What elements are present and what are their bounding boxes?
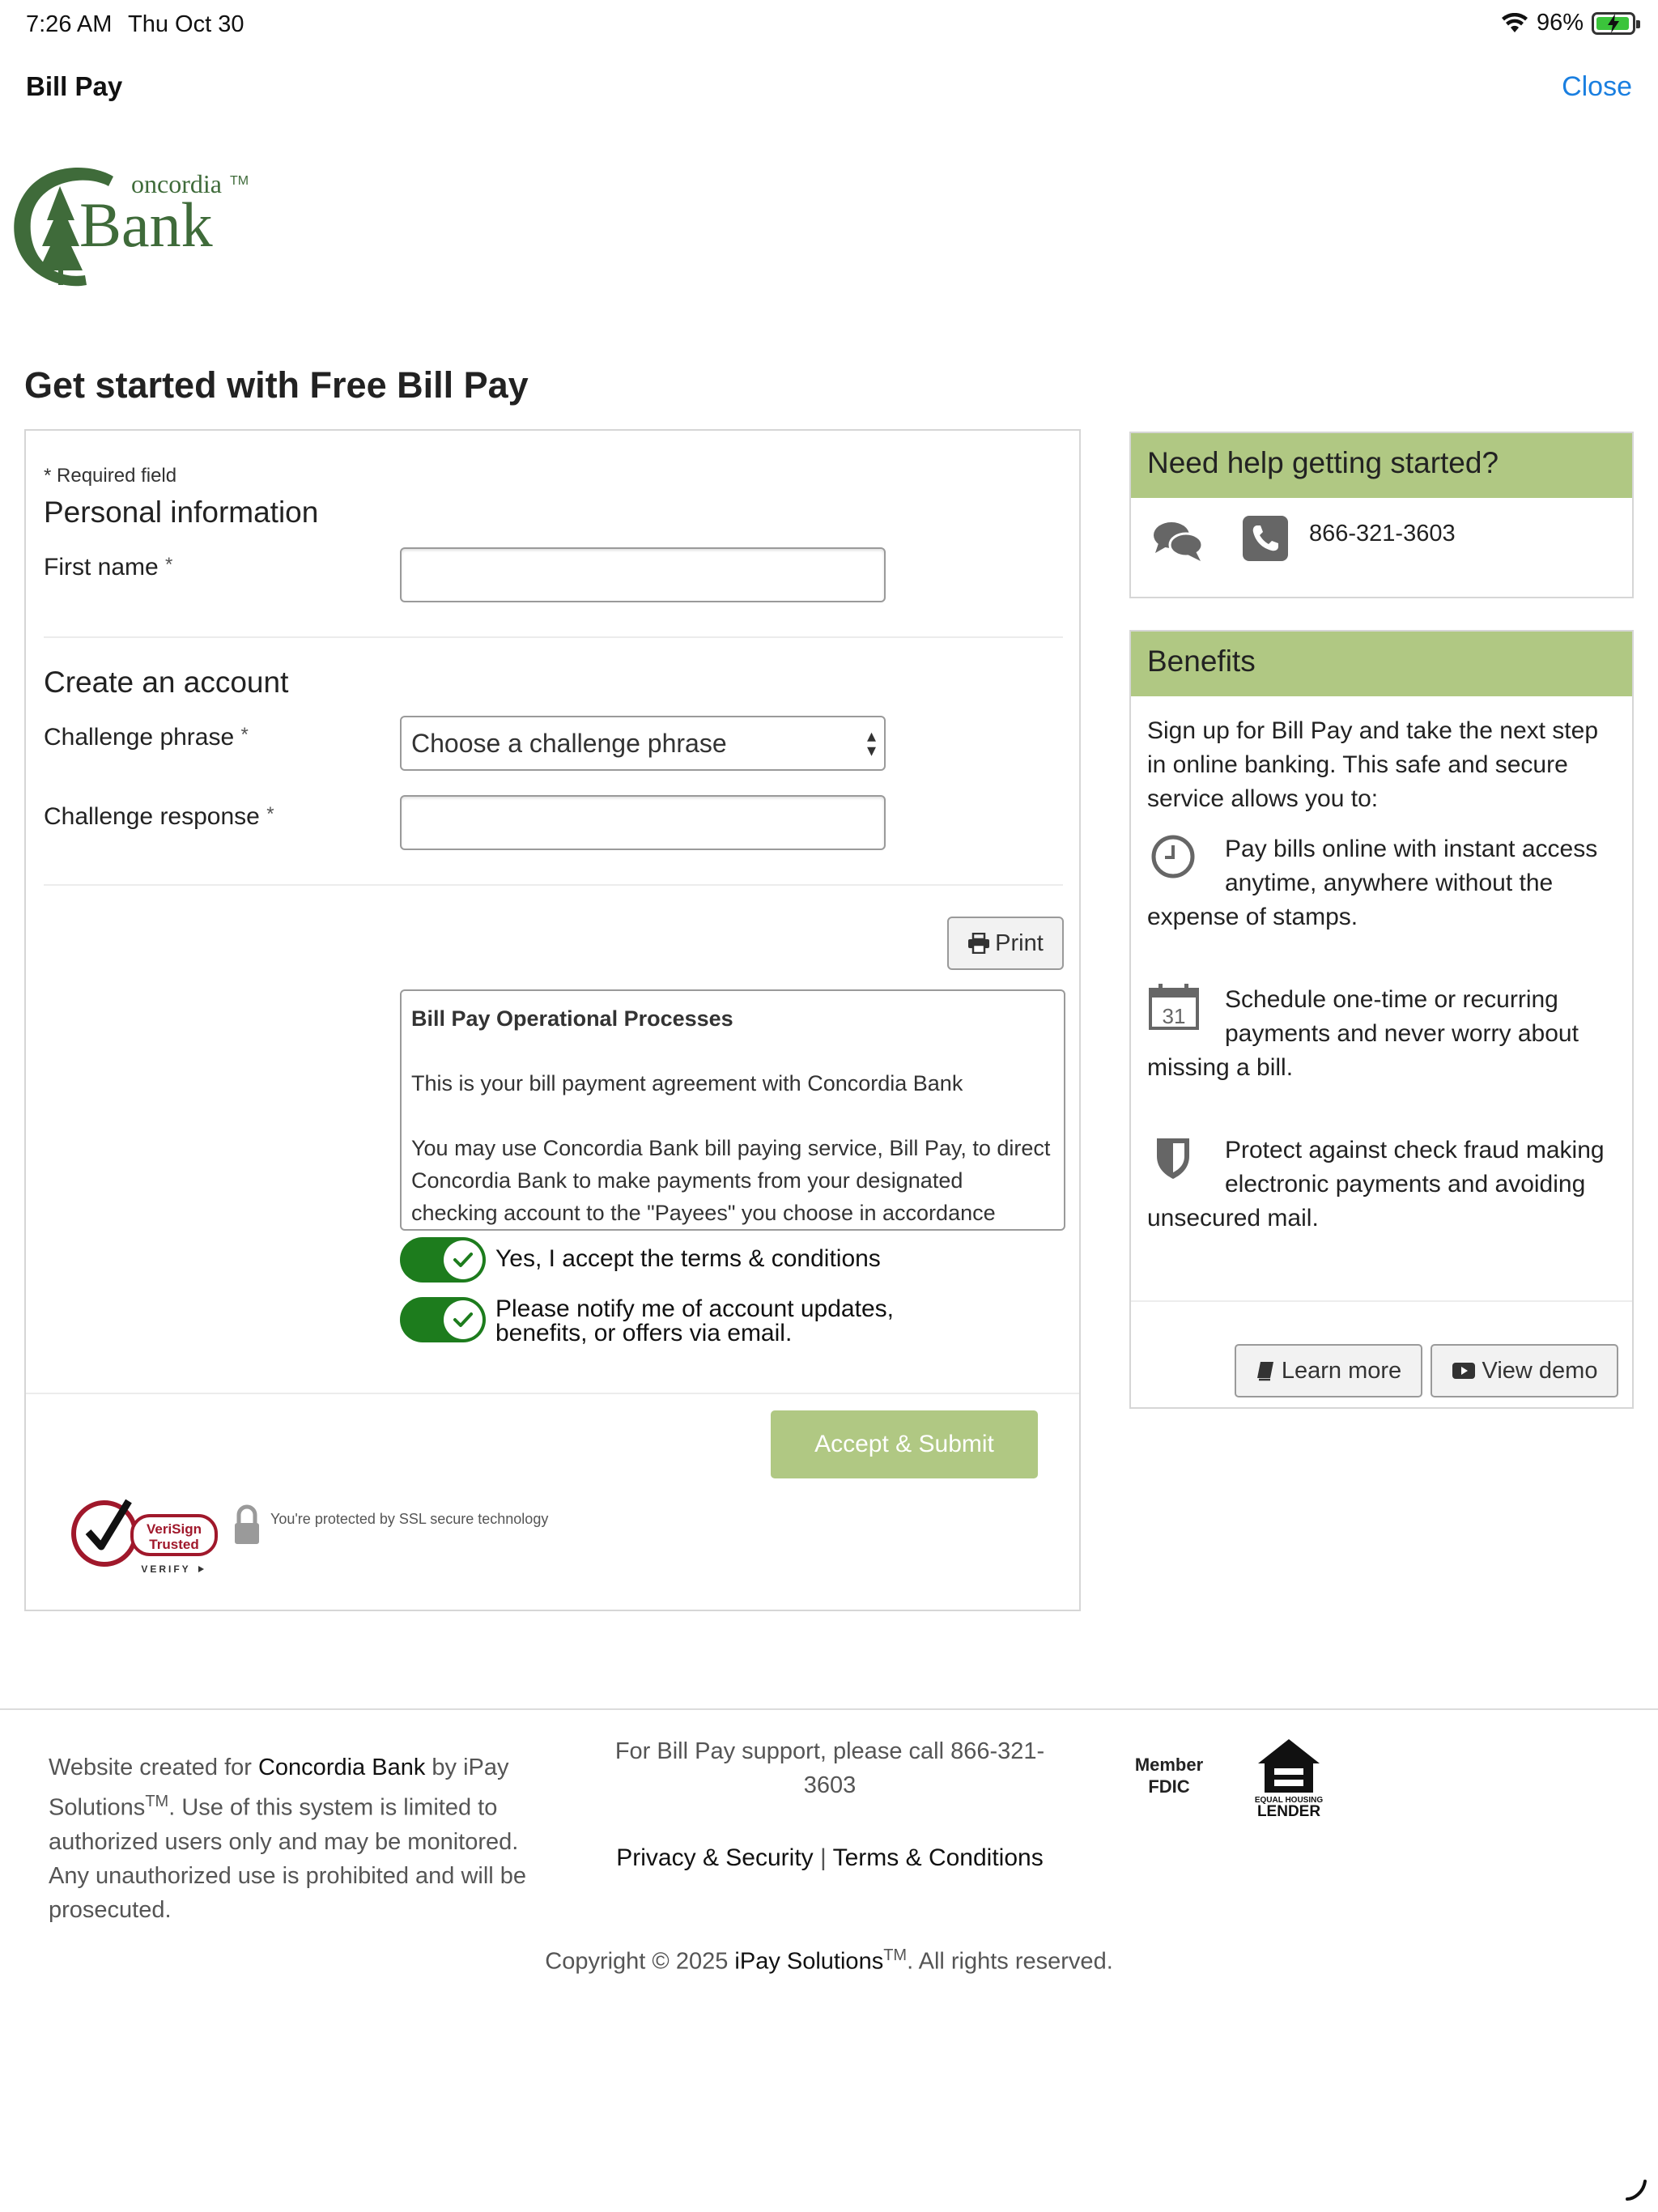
signup-form-panel [24,429,1081,1611]
copyright: Copyright © 2025 iPay Solutions™. All rights reserved. [545,1946,1113,1975]
first-name-input[interactable] [400,547,886,602]
learn-more-button[interactable]: Learn more [1235,1344,1422,1397]
challenge-phrase-select[interactable] [400,716,886,771]
footer-links: Privacy & Security | Terms & Conditions [616,1844,1044,1871]
status-time: 7:26 AM [26,11,113,37]
print-button[interactable]: Print [947,917,1064,970]
nav-title: Bill Pay [26,71,123,101]
help-panel [1129,432,1634,598]
logo-main-text: Bank [79,189,213,260]
checkmark-icon [453,1251,474,1269]
verisign-seal[interactable] [70,1491,224,1585]
footer-divider [0,1708,1658,1710]
form-footer-divider [26,1393,1079,1394]
ssl-notice: You're protected by SSL secure technology [270,1511,549,1527]
challenge-phrase-label: Challenge phrase * [44,724,249,751]
benefits-intro: Sign up for Bill Pay and take the next step in online banking. This safe and secure service allows you to: [1147,717,1599,812]
accept-submit-button[interactable]: Accept & Submit [771,1410,1038,1478]
status-indicators [1501,10,1635,36]
checkmark-icon [453,1311,474,1329]
challenge-response-input[interactable] [400,795,886,850]
clock-icon [1147,832,1196,881]
svg-text:VERIFY: VERIFY [141,1563,191,1575]
benefit-item: Protect against check fraud making electronic payments and avoiding unsecured mail. [1131,1134,1632,1236]
video-play-icon [1452,1361,1476,1380]
fdic-badge: Member FDIC [1134,1755,1204,1797]
chat-icon[interactable] [1152,519,1204,563]
notify-email-row [400,1297,894,1346]
bank-logo [10,162,253,291]
challenge-phrase-selected: Choose a challenge phrase [411,729,727,758]
battery-percent: 96% [1536,10,1584,36]
resize-handle-icon[interactable] [1624,2178,1648,2202]
logo-top-text: oncordia [131,169,222,198]
wifi-icon [1501,13,1528,34]
terms-paragraph: This is your bill payment agreement with Concordia Bank [411,1071,963,1095]
view-demo-button[interactable]: View demo [1431,1344,1618,1397]
personal-info-heading: Personal information [44,496,319,529]
equal-housing-lender-icon [1255,1736,1323,1819]
terms-title: Bill Pay Operational Processes [411,1006,733,1031]
first-name-label: First name * [44,554,173,581]
privacy-security-link[interactable]: Privacy & Security [616,1844,814,1871]
battery-charging-icon [1592,12,1635,35]
footer-disclaimer: Website created for Concordia Bank by iPay Solutions™. Use of this system is limited to authorized users only and may be monitored. Any unauthorized use is prohibited and will be prosecuted. [49,1755,527,1923]
shield-icon [1147,1134,1196,1182]
logo-trademark: TM [230,174,249,188]
terms-scroll-box[interactable] [400,989,1065,1231]
footer-support: For Bill Pay support, please call 866-321-3603 [614,1738,1045,1798]
svg-text:VeriSign: VeriSign [146,1521,202,1537]
benefit-item: Pay bills online with instant access anytime, anywhere without the expense of stamps. [1131,832,1632,934]
page-title: Get started with Free Bill Pay [24,364,529,406]
help-phone-number[interactable]: 866-321-3603 [1309,521,1456,547]
challenge-response-label: Challenge response * [44,803,274,830]
svg-text:EQUAL HOUSING: EQUAL HOUSING [1255,1796,1323,1805]
svg-text:31: 31 [1162,1004,1186,1028]
status-date: Thu Oct 30 [128,11,244,37]
terms-paragraph: You may use Concordia Bank bill paying service, Bill Pay, to direct Concordia Bank to make payments from your designated checking account to the "Payees" you choose in accordance [411,1136,1051,1225]
footer-bank-link[interactable]: Concordia Bank [257,1755,426,1780]
accept-terms-label: Yes, I accept the terms & conditions [495,1245,881,1272]
book-icon [1256,1360,1275,1381]
notify-email-label: Please notify me of account updates, benefits, or offers via email. [495,1295,894,1346]
svg-text:Trusted: Trusted [149,1537,199,1552]
select-arrows-icon: ▴ ▾ [866,725,876,760]
help-panel-title: Need help getting started? [1131,433,1632,498]
section-divider [44,884,1063,886]
required-note: * Required field [44,465,177,487]
close-button[interactable]: Close [1562,71,1632,102]
section-divider [44,636,1063,638]
terms-conditions-link[interactable]: Terms & Conditions [832,1844,1044,1871]
accept-terms-row [400,1237,881,1283]
notify-email-toggle[interactable] [400,1297,486,1342]
lock-icon [232,1504,261,1549]
phone-icon[interactable] [1243,516,1288,561]
benefit-item: 31 Schedule one-time or recurring payments and never worry about missing a bill. [1131,983,1632,1085]
calendar-icon [1147,983,1199,1030]
create-account-heading: Create an account [44,666,289,699]
accept-terms-toggle[interactable] [400,1237,486,1283]
ipay-link[interactable]: iPay Solutions [734,1948,884,1975]
svg-text:LENDER: LENDER [1256,1803,1321,1819]
printer-icon [967,933,990,954]
status-bar [0,0,1658,52]
benefits-panel [1129,630,1634,1409]
benefits-panel-title: Benefits [1131,632,1632,696]
benefits-footer-divider [1131,1300,1632,1302]
